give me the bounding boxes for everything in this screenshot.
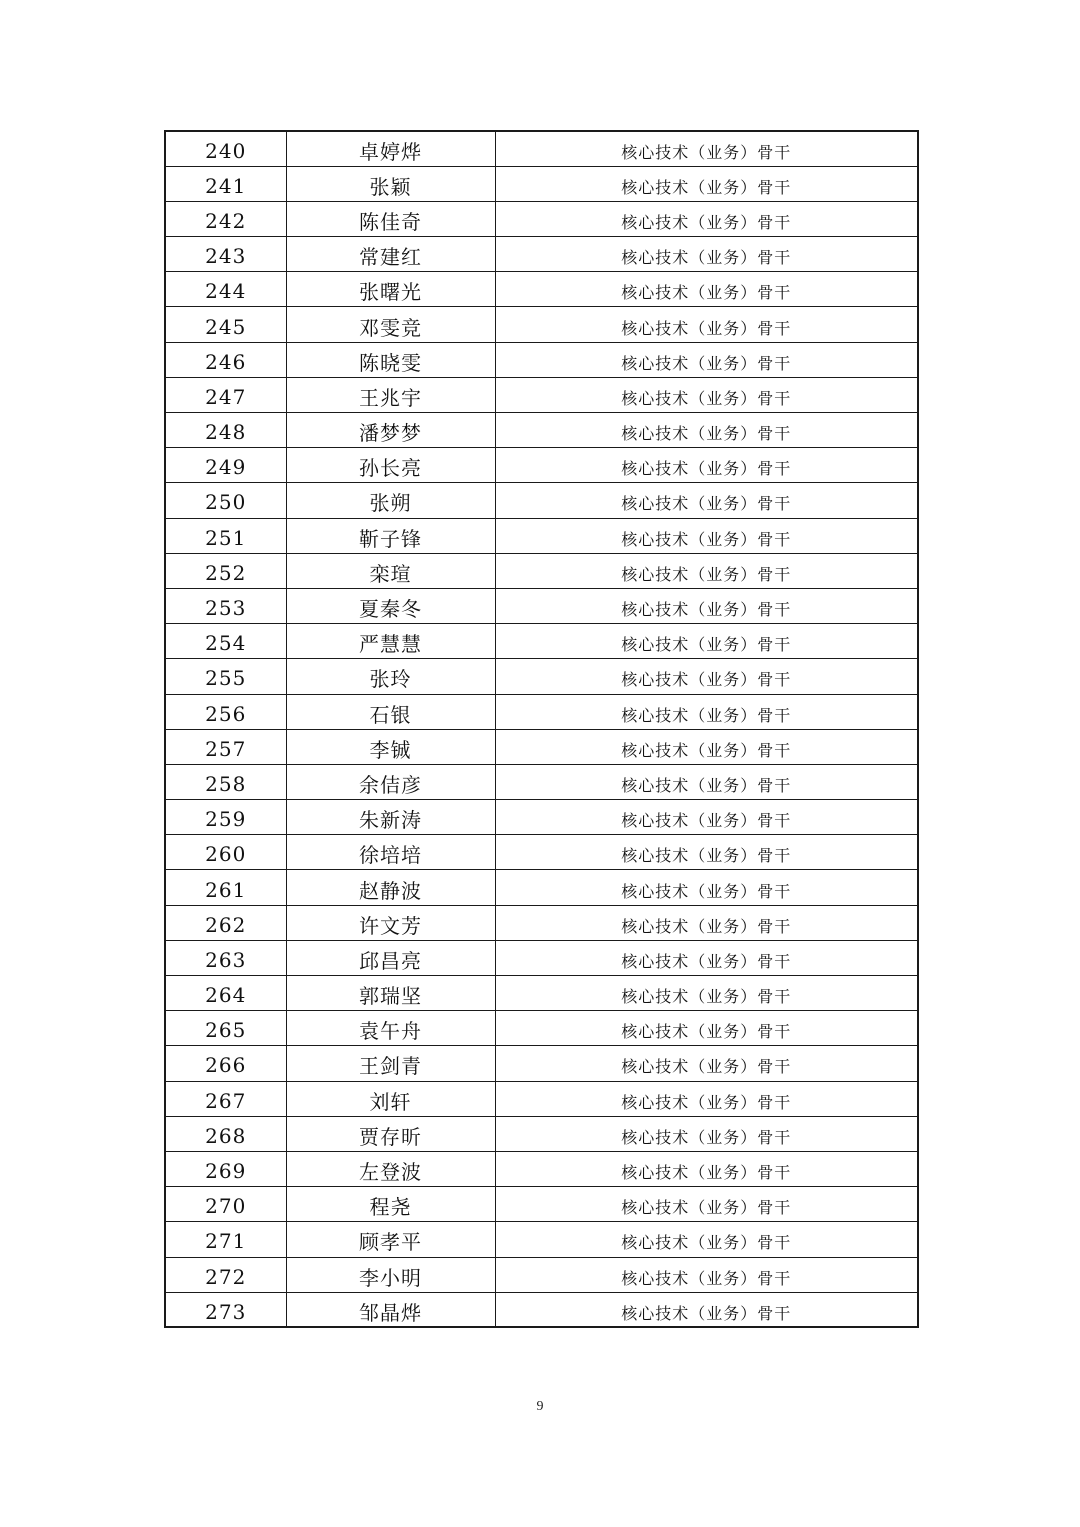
row-number-cell: 265 — [165, 1011, 286, 1046]
category-cell: 核心技术（业务）骨干 — [495, 518, 918, 553]
person-name-cell: 陈晓雯 — [286, 342, 495, 377]
row-number-cell: 270 — [165, 1187, 286, 1222]
table-row — [165, 342, 918, 377]
person-name-cell: 王剑青 — [286, 1046, 495, 1081]
table-row — [165, 131, 918, 166]
person-name-cell: 卓婷烨 — [286, 131, 495, 166]
row-number-cell: 261 — [165, 870, 286, 905]
person-name-cell: 潘梦梦 — [286, 413, 495, 448]
row-number-cell: 266 — [165, 1046, 286, 1081]
table-row — [165, 272, 918, 307]
category-cell: 核心技术（业务）骨干 — [495, 553, 918, 588]
category-cell: 核心技术（业务）骨干 — [495, 1116, 918, 1151]
row-number-cell: 251 — [165, 518, 286, 553]
table-row — [165, 237, 918, 272]
row-number-cell: 243 — [165, 237, 286, 272]
row-number-cell: 253 — [165, 588, 286, 623]
person-name-cell: 张朔 — [286, 483, 495, 518]
table-row — [165, 1257, 918, 1292]
row-number-cell: 246 — [165, 342, 286, 377]
row-number-cell: 264 — [165, 976, 286, 1011]
table-row — [165, 1222, 918, 1257]
row-number-cell: 271 — [165, 1222, 286, 1257]
table-row — [165, 307, 918, 342]
row-number-cell: 254 — [165, 624, 286, 659]
table-row — [165, 1081, 918, 1116]
category-cell: 核心技术（业务）骨干 — [495, 1257, 918, 1292]
table-row — [165, 729, 918, 764]
category-cell: 核心技术（业务）骨干 — [495, 237, 918, 272]
category-cell: 核心技术（业务）骨干 — [495, 131, 918, 166]
row-number-cell: 250 — [165, 483, 286, 518]
table-row — [165, 694, 918, 729]
table-row — [165, 764, 918, 799]
row-number-cell: 249 — [165, 448, 286, 483]
person-name-cell: 严慧慧 — [286, 624, 495, 659]
category-cell: 核心技术（业务）骨干 — [495, 1222, 918, 1257]
category-cell: 核心技术（业务）骨干 — [495, 729, 918, 764]
person-name-cell: 陈佳奇 — [286, 201, 495, 236]
row-number-cell: 267 — [165, 1081, 286, 1116]
row-number-cell: 268 — [165, 1116, 286, 1151]
category-cell: 核心技术（业务）骨干 — [495, 342, 918, 377]
category-cell: 核心技术（业务）骨干 — [495, 659, 918, 694]
table-row — [165, 201, 918, 236]
person-name-cell: 靳子锋 — [286, 518, 495, 553]
person-name-cell: 袁午舟 — [286, 1011, 495, 1046]
table-row — [165, 870, 918, 905]
category-cell: 核心技术（业务）骨干 — [495, 694, 918, 729]
person-name-cell: 郭瑞坚 — [286, 976, 495, 1011]
row-number-cell: 258 — [165, 764, 286, 799]
category-cell: 核心技术（业务）骨干 — [495, 800, 918, 835]
table-row — [165, 659, 918, 694]
person-name-cell: 石银 — [286, 694, 495, 729]
table-row — [165, 377, 918, 412]
person-name-cell: 王兆宇 — [286, 377, 495, 412]
table-row — [165, 413, 918, 448]
category-cell: 核心技术（业务）骨干 — [495, 448, 918, 483]
category-cell: 核心技术（业务）骨干 — [495, 166, 918, 201]
row-number-cell: 255 — [165, 659, 286, 694]
category-cell: 核心技术（业务）骨干 — [495, 272, 918, 307]
category-cell: 核心技术（业务）骨干 — [495, 764, 918, 799]
category-cell: 核心技术（业务）骨干 — [495, 201, 918, 236]
table-row — [165, 518, 918, 553]
category-cell: 核心技术（业务）骨干 — [495, 976, 918, 1011]
category-cell: 核心技术（业务）骨干 — [495, 377, 918, 412]
table-row — [165, 1292, 918, 1327]
category-cell: 核心技术（业务）骨干 — [495, 1081, 918, 1116]
person-name-cell: 许文芳 — [286, 905, 495, 940]
row-number-cell: 256 — [165, 694, 286, 729]
row-number-cell: 245 — [165, 307, 286, 342]
person-name-cell: 徐培培 — [286, 835, 495, 870]
person-name-cell: 常建红 — [286, 237, 495, 272]
table-row — [165, 1046, 918, 1081]
person-name-cell: 程尧 — [286, 1187, 495, 1222]
row-number-cell: 242 — [165, 201, 286, 236]
row-number-cell: 259 — [165, 800, 286, 835]
category-cell: 核心技术（业务）骨干 — [495, 1292, 918, 1327]
table-row — [165, 448, 918, 483]
row-number-cell: 240 — [165, 131, 286, 166]
category-cell: 核心技术（业务）骨干 — [495, 307, 918, 342]
person-name-cell: 夏秦冬 — [286, 588, 495, 623]
row-number-cell: 269 — [165, 1151, 286, 1186]
person-name-cell: 贾存昕 — [286, 1116, 495, 1151]
roster-table — [164, 130, 919, 1328]
person-name-cell: 张颖 — [286, 166, 495, 201]
row-number-cell: 248 — [165, 413, 286, 448]
category-cell: 核心技术（业务）骨干 — [495, 624, 918, 659]
table-row — [165, 483, 918, 518]
person-name-cell: 栾瑄 — [286, 553, 495, 588]
row-number-cell: 272 — [165, 1257, 286, 1292]
row-number-cell: 263 — [165, 940, 286, 975]
person-name-cell: 邹晶烨 — [286, 1292, 495, 1327]
person-name-cell: 邱昌亮 — [286, 940, 495, 975]
person-name-cell: 李铖 — [286, 729, 495, 764]
person-name-cell: 孙长亮 — [286, 448, 495, 483]
row-number-cell: 260 — [165, 835, 286, 870]
table-row — [165, 976, 918, 1011]
table-row — [165, 1151, 918, 1186]
table-row — [165, 166, 918, 201]
person-name-cell: 邓雯竞 — [286, 307, 495, 342]
table-row — [165, 1011, 918, 1046]
person-name-cell: 张玲 — [286, 659, 495, 694]
category-cell: 核心技术（业务）骨干 — [495, 588, 918, 623]
table-row — [165, 1116, 918, 1151]
category-cell: 核心技术（业务）骨干 — [495, 1011, 918, 1046]
table-row — [165, 835, 918, 870]
roster-table-body — [165, 131, 918, 1327]
category-cell: 核心技术（业务）骨干 — [495, 835, 918, 870]
category-cell: 核心技术（业务）骨干 — [495, 940, 918, 975]
person-name-cell: 朱新涛 — [286, 800, 495, 835]
category-cell: 核心技术（业务）骨干 — [495, 483, 918, 518]
category-cell: 核心技术（业务）骨干 — [495, 870, 918, 905]
table-row — [165, 940, 918, 975]
person-name-cell: 张曙光 — [286, 272, 495, 307]
page-number: 9 — [536, 1399, 544, 1414]
row-number-cell: 257 — [165, 729, 286, 764]
row-number-cell: 244 — [165, 272, 286, 307]
table-row — [165, 588, 918, 623]
row-number-cell: 247 — [165, 377, 286, 412]
category-cell: 核心技术（业务）骨干 — [495, 1046, 918, 1081]
category-cell: 核心技术（业务）骨干 — [495, 1187, 918, 1222]
category-cell: 核心技术（业务）骨干 — [495, 905, 918, 940]
row-number-cell: 273 — [165, 1292, 286, 1327]
person-name-cell: 刘轩 — [286, 1081, 495, 1116]
table-row — [165, 905, 918, 940]
person-name-cell: 余佶彦 — [286, 764, 495, 799]
person-name-cell: 赵静波 — [286, 870, 495, 905]
row-number-cell: 262 — [165, 905, 286, 940]
row-number-cell: 241 — [165, 166, 286, 201]
category-cell: 核心技术（业务）骨干 — [495, 413, 918, 448]
table-row — [165, 624, 918, 659]
category-cell: 核心技术（业务）骨干 — [495, 1151, 918, 1186]
person-name-cell: 李小明 — [286, 1257, 495, 1292]
table-row — [165, 553, 918, 588]
person-name-cell: 顾孝平 — [286, 1222, 495, 1257]
table-row — [165, 800, 918, 835]
person-name-cell: 左登波 — [286, 1151, 495, 1186]
table-row — [165, 1187, 918, 1222]
row-number-cell: 252 — [165, 553, 286, 588]
